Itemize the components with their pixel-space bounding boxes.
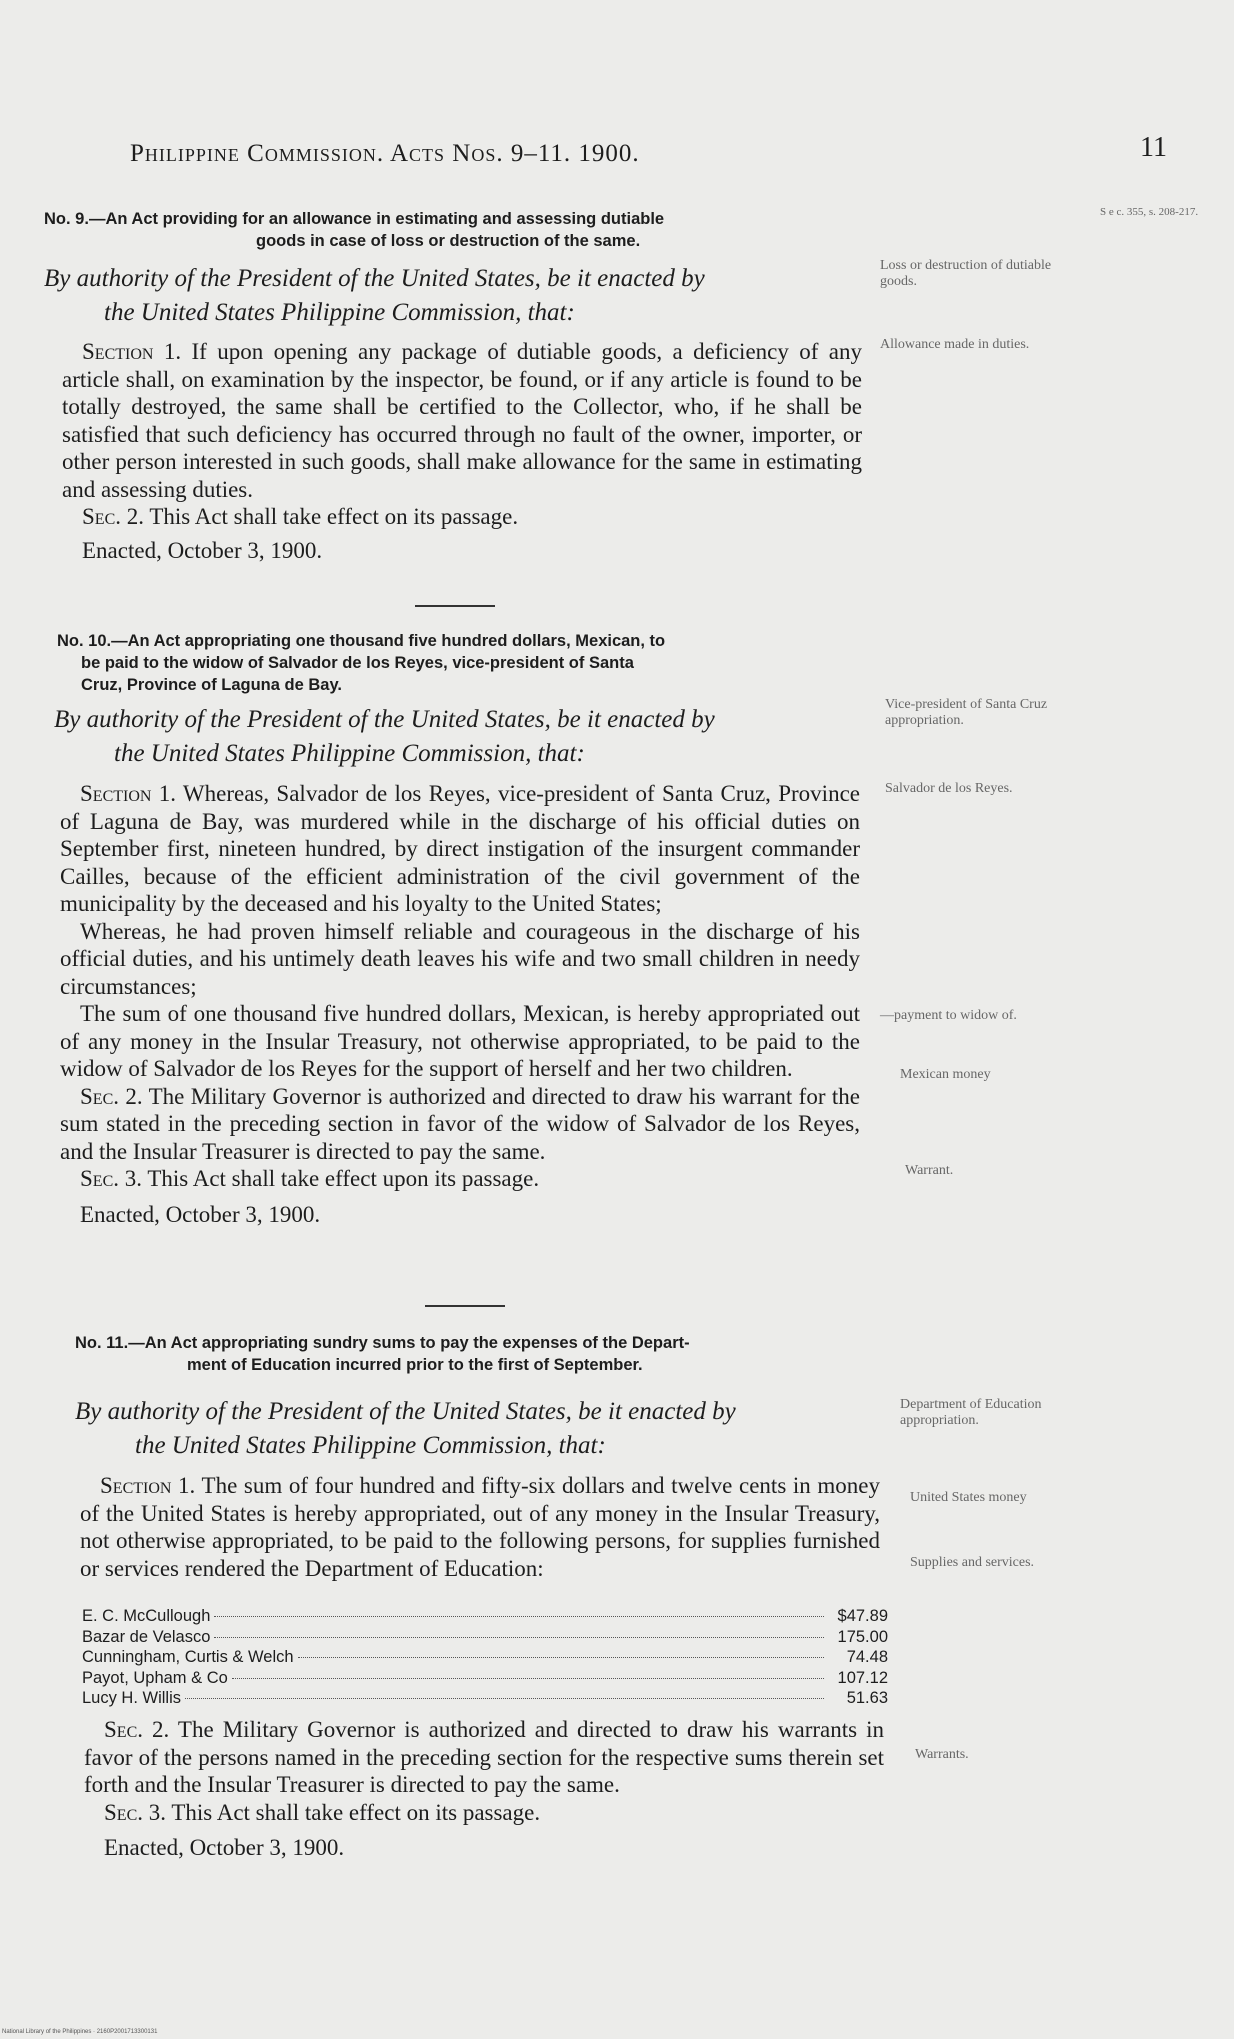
payee-list <box>82 1606 888 1709</box>
payee-name: Cunningham, Curtis & Welch <box>82 1648 294 1666</box>
act11-section3-label: Sec. 3. <box>104 1799 166 1825</box>
separator-rule <box>425 1305 505 1307</box>
act11-section2 <box>84 1716 884 1799</box>
act11-heading <box>75 1332 895 1376</box>
act10-enacting-line2: the United States Philippine Commission, that: <box>114 740 585 767</box>
act10-body <box>60 780 860 1228</box>
act11-section1 <box>80 1472 880 1582</box>
act9-title-line2: goods in case of loss or destruction of the same. <box>256 232 641 250</box>
payee-row <box>82 1606 888 1627</box>
act9-section2-text: This Act shall take effect on its passage. <box>149 504 519 529</box>
act10-enacting-clause <box>54 703 874 771</box>
act10-section1-text: Whereas, Salvador de los Reyes, vice-president of Santa Cruz, Province of Laguna de Bay, was murdered while in the discharge of his official duties on September first, nineteen hundred, by direct instigation of the insurgent commander Cailles, because of the efficient administration of the civil government of the municipality by the deceased and his loyalty to the United States; <box>60 781 860 916</box>
page-number: 11 <box>1140 132 1167 163</box>
act11-margin-supplies: Supplies and services. <box>910 1555 1035 1570</box>
act10-margin-mexican: Mexican money <box>900 1067 991 1082</box>
act9-margin-ref: S e c. 355, s. 208-217. <box>1100 206 1199 218</box>
act11-body-rest <box>84 1716 884 1862</box>
act9-body <box>62 338 862 564</box>
payee-name: Lucy H. Willis <box>82 1689 182 1707</box>
payee-name: E. C. McCullough <box>82 1607 211 1625</box>
act10-section3 <box>60 1165 860 1193</box>
act11-number: No. 11. <box>75 1334 129 1352</box>
act10-section3-text: This Act shall take effect upon its passage. <box>147 1166 540 1191</box>
act9-title-line1: —An Act providing for an allowance in estimating and assessing dutiable <box>88 210 665 228</box>
dot-leader <box>214 1616 824 1617</box>
scan-footer: National Library of the Philippines · 2160P2001713300131 <box>2 2029 158 2035</box>
payee-amount: $47.89 <box>837 1607 888 1625</box>
act10-enacting-line1: By authority of the President of the United States, be it enacted by <box>54 706 715 733</box>
act10-section2 <box>60 1083 860 1166</box>
act10-margin-salvador: Salvador de los Reyes. <box>885 781 1013 796</box>
act11-enacting-line1: By authority of the President of the United States, be it enacted by <box>75 1398 736 1425</box>
act9-section1-label: Section 1. <box>82 339 182 364</box>
act9-enacting-line1: By authority of the President of the United States, be it enacted by <box>44 265 705 292</box>
act9-section1 <box>62 338 862 503</box>
dot-leader <box>298 1657 824 1658</box>
payee-row <box>82 1647 888 1668</box>
payee-amount: 74.48 <box>846 1648 888 1666</box>
payee-name: Bazar de Velasco <box>82 1627 211 1646</box>
act10-enacted: Enacted, October 3, 1900. <box>80 1201 321 1227</box>
act9-enacted: Enacted, October 3, 1900. <box>82 537 323 563</box>
act10-margin-payment: —payment to widow of. <box>880 1008 1017 1023</box>
payee-name: Payot, Upham & Co <box>82 1668 228 1687</box>
act10-title-line3: Cruz, Province of Laguna de Bay. <box>81 676 342 694</box>
separator-rule <box>415 605 495 607</box>
act9-section2 <box>62 503 862 531</box>
act10-section3-label: Sec. 3. <box>80 1166 142 1191</box>
act11-section3-text: This Act shall take effect on its passage. <box>171 1799 541 1825</box>
act10-margin-vp: Vice-president of Santa Cruz appropriation. <box>885 697 1048 728</box>
act10-section2-text: The Military Governor is authorized and directed to draw his warrant for the sum stated in the preceding section in favor of the widow of Salvador de los Reyes, and the Insular Treasurer is directed to pay the same. <box>60 1083 860 1164</box>
act9-heading <box>44 208 864 252</box>
act9-section1-text: If upon opening any package of dutiable goods, a deficiency of any article shall, on examination by the inspector, be found, or if any article is found to be totally destroyed, the same shall be certified to the Collector, who, if he shall be satisfied that such deficiency has occurred through no fault of the owner, importer, or other person interested in such goods, shall make allowance for the same in estimating and assessing duties. <box>62 339 862 502</box>
act10-margin-warrant: Warrant. <box>905 1163 954 1178</box>
act10-title-line1: —An Act appropriating one thousand five hundred dollars, Mexican, to <box>111 632 666 650</box>
act10-title-line2: be paid to the widow of Salvador de los Reyes, vice-president of Santa <box>81 654 634 672</box>
act11-title-line1: —An Act appropriating sundry sums to pay the expenses of the Depart- <box>128 1334 690 1352</box>
act9-margin-allowance: Allowance made in duties. <box>880 337 1030 352</box>
act11-section3 <box>84 1799 884 1827</box>
act11-section1-block <box>80 1472 880 1582</box>
act11-section1-text: The sum of four hundred and fifty-six dollars and twelve cents in money of the United States is hereby appropriated, out of any money in the Insular Treasury, not otherwise appropriated, to be paid to the following persons, for supplies furnished or services rendered the Department of Education: <box>80 1473 880 1581</box>
payee-row <box>82 1688 888 1709</box>
act11-section2-text: The Military Governor is authorized and directed to draw his warrants in favor of the persons named in the preceding section for the respective sums therein set forth and the Insular Treasurer is directed to pay the same. <box>84 1717 884 1797</box>
dot-leader <box>214 1637 824 1638</box>
act11-margin-us-money: United States money <box>910 1490 1027 1505</box>
act9-enacting-line2: the United States Philippine Commission, that: <box>104 299 575 326</box>
act11-enacting-line2: the United States Philippine Commission, that: <box>135 1432 606 1459</box>
act11-margin-dept: Department of Education appropriation. <box>900 1397 1042 1428</box>
act9-enacting-clause <box>44 262 864 330</box>
act9-section2-label: Sec. 2. <box>82 504 144 529</box>
payee-row <box>82 1627 888 1648</box>
act11-enacting-clause <box>75 1395 895 1463</box>
act10-sum: The sum of one thousand five hundred dollars, Mexican, is hereby appropriated out of any money in the Insular Treasury, not otherwise appropriated, to be paid to the widow of Salvador de los Reyes for the support of herself and her two children. <box>60 1001 860 1081</box>
act10-heading <box>57 630 877 696</box>
act11-margin-warrants: Warrants. <box>915 1747 969 1762</box>
running-title: Philippine Commission. Acts Nos. 9–11. 1900. <box>130 140 640 167</box>
act9-margin-loss: Loss or destruction of dutiable goods. <box>880 258 1052 289</box>
dot-leader <box>232 1678 824 1679</box>
payee-amount: 107.12 <box>837 1668 888 1687</box>
act9-number: No. 9. <box>44 210 89 228</box>
act11-section2-label: Sec. 2. <box>104 1717 170 1742</box>
act10-section1-label: Section 1. <box>80 781 177 806</box>
dot-leader <box>185 1698 824 1699</box>
act11-title-line2: ment of Education incurred prior to the first of September. <box>187 1356 643 1374</box>
payee-amount: 51.63 <box>846 1689 888 1707</box>
act10-number: No. 10. <box>57 632 112 650</box>
act10-section1 <box>60 780 860 918</box>
payee-row <box>82 1668 888 1689</box>
act10-section2-label: Sec. 2. <box>80 1083 143 1109</box>
payee-amount: 175.00 <box>837 1627 888 1646</box>
act11-section1-label: Section 1. <box>100 1473 196 1498</box>
act11-enacted: Enacted, October 3, 1900. <box>104 1835 345 1860</box>
act10-whereas: Whereas, he had proven himself reliable and courageous in the discharge of his official duties, and his untimely death leaves his wife and two small children in needy circumstances; <box>60 918 860 999</box>
